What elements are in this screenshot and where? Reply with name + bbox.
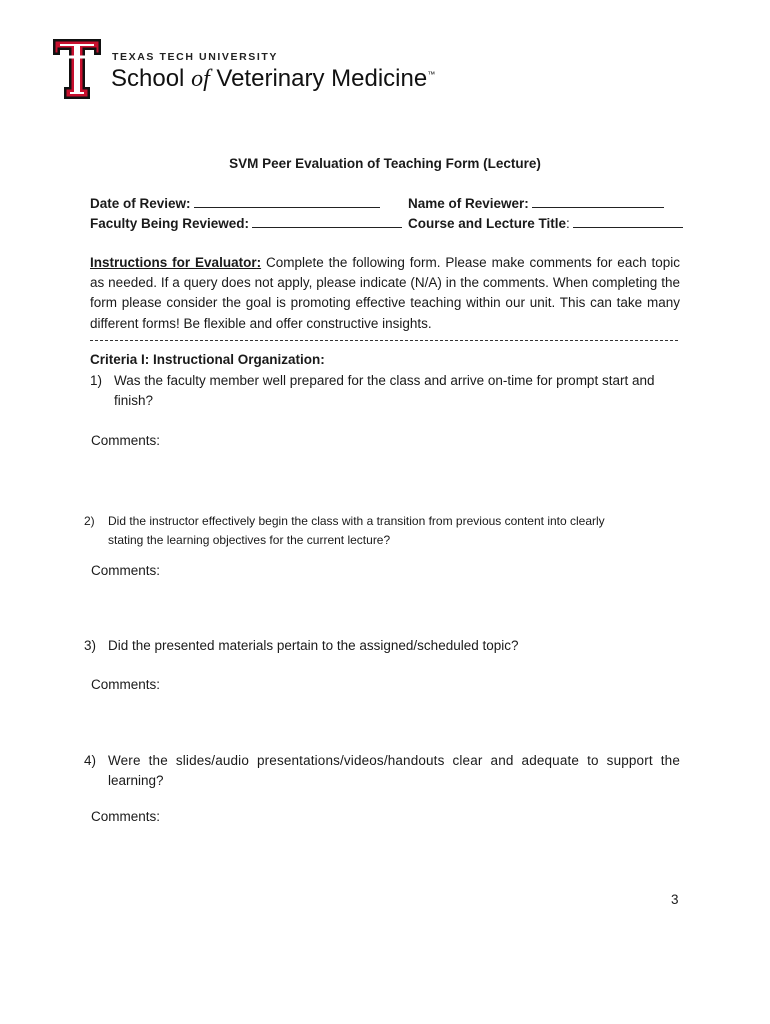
question-text-line2: stating the learning objectives for the current lecture?	[108, 533, 391, 547]
faculty-reviewed-blank[interactable]	[252, 214, 402, 228]
course-title-label: Course and Lecture Title	[408, 216, 567, 231]
question-number: 2)	[84, 514, 95, 528]
question-2	[84, 512, 684, 552]
course-title-blank[interactable]	[573, 214, 683, 228]
instructions-text: Complete the following form. Please make comments for each topic as needed. If a query does not apply, please indicate (N/A) in the comments. When completing the form please consider the goal is promoting effective teaching within our unit. This can take many different forms! Be flexible and offer constructive insights.	[90, 255, 680, 331]
dashed-divider	[90, 340, 678, 341]
faculty-reviewed-label: Faculty Being Reviewed:	[90, 216, 250, 231]
school-name-pre: School	[111, 65, 192, 92]
question-text-line2: learning?	[108, 773, 164, 788]
question-3	[84, 636, 684, 656]
question-text-line1: Did the presented materials pertain to the assigned/scheduled topic?	[108, 638, 519, 653]
comments-label-2: Comments:	[91, 563, 161, 578]
name-of-reviewer-label: Name of Reviewer:	[408, 196, 529, 211]
question-number: 1)	[90, 373, 103, 388]
course-title-colon: :	[566, 216, 570, 231]
school-name	[111, 65, 435, 93]
school-logo	[52, 38, 436, 100]
instructions-paragraph	[90, 253, 680, 334]
name-of-reviewer-blank[interactable]	[532, 194, 664, 208]
faculty-reviewed-field	[90, 214, 402, 231]
question-text-line1: Were the slides/audio presentations/videos/handouts clear and adequate to support the	[108, 753, 680, 768]
date-of-review-field	[90, 194, 380, 211]
date-of-review-blank[interactable]	[194, 194, 380, 208]
double-t-logo-icon	[52, 38, 102, 100]
name-of-reviewer-field	[408, 194, 664, 211]
comments-label-4: Comments:	[91, 809, 161, 824]
instructions-colon: :	[256, 255, 262, 270]
university-name: TEXAS TECH UNIVERSITY	[112, 51, 279, 63]
course-title-field	[408, 214, 683, 231]
criteria-heading: Criteria I: Instructional Organization:	[90, 352, 325, 367]
page-number: 3	[671, 892, 679, 907]
trademark-symbol: ™	[427, 70, 436, 79]
question-1	[90, 371, 690, 411]
comments-label-3: Comments:	[91, 677, 161, 692]
question-4	[84, 751, 684, 791]
question-number: 4)	[84, 753, 97, 768]
question-number: 3)	[84, 638, 97, 653]
question-text-line1: Was the faculty member well prepared for the class and arrive on-time for prompt start and	[114, 373, 655, 388]
question-text-line2: finish?	[114, 393, 154, 408]
school-name-post: Veterinary Medicine	[209, 65, 428, 92]
date-of-review-label: Date of Review:	[90, 196, 191, 211]
question-text-line1: Did the instructor effectively begin the class with a transition from previous content into clearly	[108, 514, 605, 528]
school-name-of: of	[191, 66, 210, 92]
comments-label-1: Comments:	[91, 433, 161, 448]
instructions-label: Instructions for Evaluator	[90, 255, 257, 270]
form-title: SVM Peer Evaluation of Teaching Form (Lecture)	[229, 156, 541, 171]
